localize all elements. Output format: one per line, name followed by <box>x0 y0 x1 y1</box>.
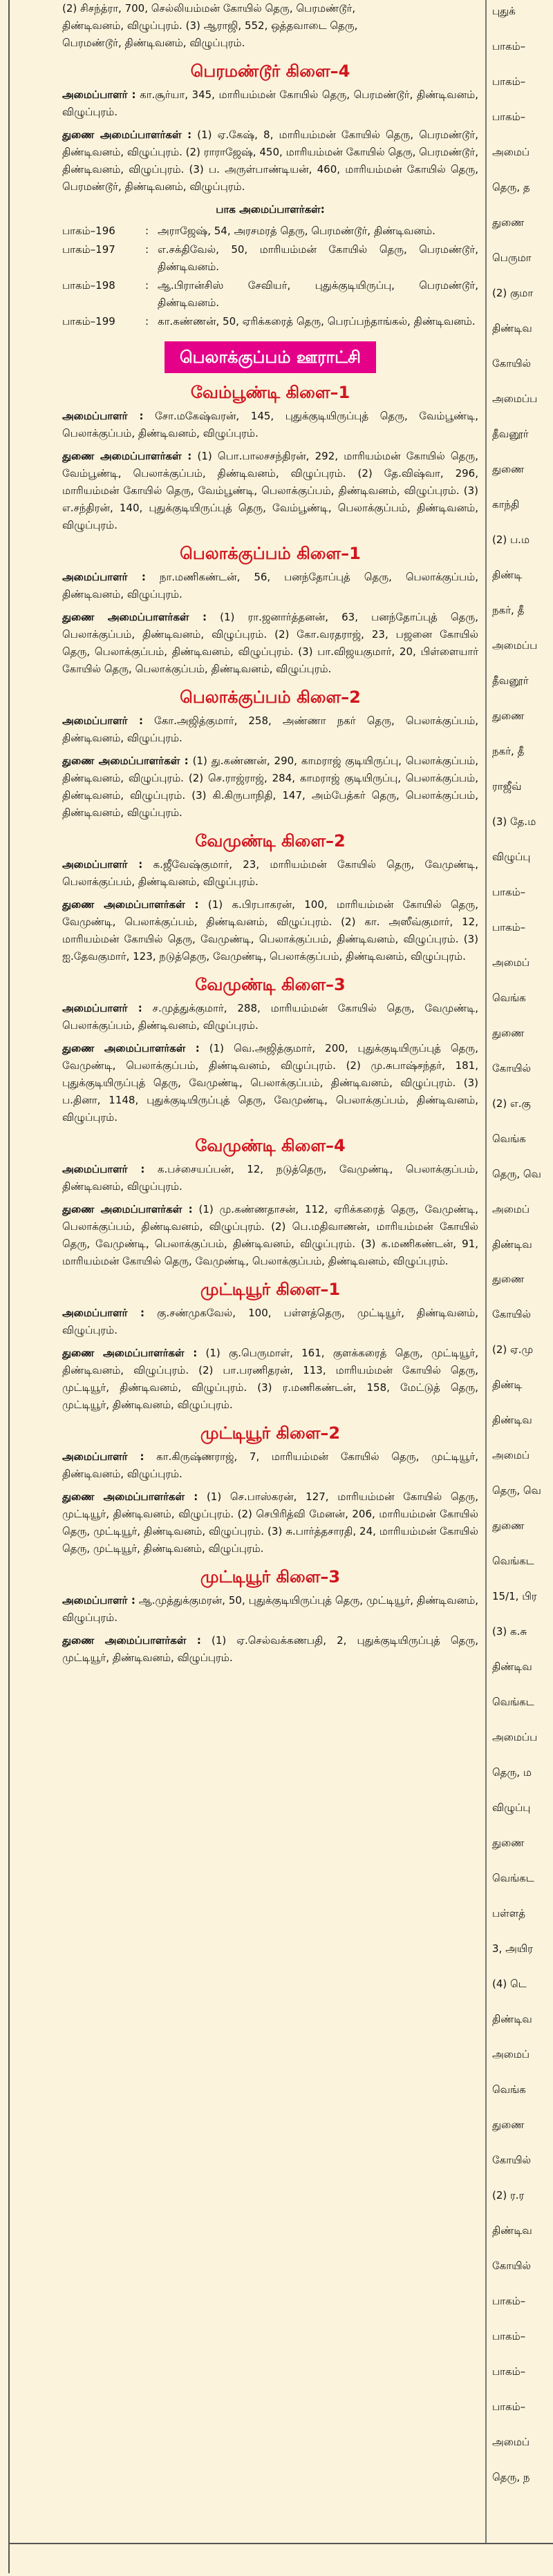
panchayat-banner: பெலாக்குப்பம் ஊராட்சி <box>165 341 376 373</box>
right-column-line: திண்டிவ <box>492 321 532 334</box>
deputy-entry <box>62 1201 478 1270</box>
deputy-label: துணை அமைப்பாளர்கள் : <box>62 1347 198 1359</box>
branch-section <box>62 828 478 965</box>
right-column-line: அமைப் <box>492 1449 530 1462</box>
deputy-label: துணை அமைப்பாளர்கள் : <box>62 755 189 767</box>
deputy-label: துணை அமைப்பாளர்கள் : <box>62 1042 200 1054</box>
deputy-text: (1) மு.கண்ணதாசன், 112, ஏரிக்கரைத் தெரு, வேமுண்டி, பெலாக்குப்பம், திண்டிவனம், விழுப்புரம். (2) பெ.மதிவாணன், மாரியம்மன் கோயில் தெரு, வேமுண்டி, பெலாக்குப்பம், திண்டிவனம், விழுப்புரம். (3) க.மணிகண்டன், 91, மாரியம்மன் கோயில் தெரு, வேமுண்டி, பெலாக்குப்பம், திண்டிவனம், விழுப்புரம். <box>62 1203 478 1267</box>
right-column-line: வெங்கட <box>492 1696 534 1709</box>
right-column-line: தீவனூர் <box>492 427 529 440</box>
right-column-line: திண்டிவ <box>492 1660 532 1674</box>
deputy-label: துணை அமைப்பாளர்கள் : <box>62 611 207 623</box>
right-column-line: காந்தி <box>492 498 520 511</box>
top-continuation <box>62 0 478 52</box>
right-column-line: பாகம்– <box>492 2400 526 2414</box>
branch-title: வேமுண்டி கிளை–4 <box>195 1136 346 1155</box>
branch-peramandur-4 <box>62 59 478 330</box>
deputy-entry <box>62 1345 478 1414</box>
right-column-line: துணை <box>492 462 525 475</box>
deputy-label: துணை அமைப்பாளர்கள் : <box>62 898 199 911</box>
right-column-line: பாகம்– <box>492 2295 526 2308</box>
branch-title: பெலாக்குப்பம் கிளை–2 <box>180 688 361 707</box>
right-column-line: தெரு, வெ <box>492 1484 541 1497</box>
right-column-line: அமைப்ப <box>492 638 538 652</box>
right-column-line: கோயில் <box>492 1061 531 1074</box>
secretary-text: நா.மணிகண்டன், 56, பனந்தோப்புத் தெரு, பெலாக்குப்பம், திண்டிவனம், விழுப்புரம். <box>62 571 478 600</box>
deputy-label: துணை அமைப்பாளர்கள் : <box>62 1490 198 1503</box>
right-column-line: (4) டெ <box>492 1978 527 1991</box>
branch-section <box>62 380 478 534</box>
deputy-entry <box>62 609 478 678</box>
deputy-text: (1) ரா.ஜனார்த்தனன், 63, பனந்தோப்புத் தெரு, பெலாக்குப்பம், திண்டிவனம், விழுப்புரம். (2) கோ.வரதராஜ், 23, பஜனை கோயில் தெரு, பெலாக்குப்பம், திண்டிவனம், விழுப்புரம். (3) பா.விஜயகுமார், 20, பிள்ளையார் கோயில் தெரு, பெலாக்குப்பம், திண்டிவனம், விழுப்புரம். <box>62 611 478 675</box>
secretary-entry <box>62 569 478 603</box>
secretary-text: ச.முத்துக்குமார், 288, மாரியம்மன் கோயில் தெரு, வேமுண்டி, பெலாக்குப்பம், திண்டிவனம், விழுப்புரம். <box>62 1002 478 1032</box>
right-column-line: பாகம்– <box>492 110 526 123</box>
branch-title: முட்டியூர் கிளை–1 <box>200 1280 341 1299</box>
branch-section <box>62 685 478 822</box>
right-column-line: அமைப் <box>492 145 530 158</box>
secretary-entry <box>62 408 478 442</box>
deputy-label: துணை அமைப்பாளர்கள் : <box>62 450 192 462</box>
booth-value: ஆ.பிரான்சிஸ் சேவியர், புதுக்குடியிருப்பு, பெரமண்டூர், திண்டிவனம். <box>158 279 478 309</box>
right-column-line: துணை <box>492 2119 525 2132</box>
deputy-text: (1) வெ.அஜித்குமார், 200, புதுக்குடியிருப்புத் தெரு, வேமுண்டி, பெலாக்குப்பம், திண்டிவனம், விழுப்புரம். (2) மு.சுபாஷ்சந்தர், 181, புதுக்குடியிருப்புத் தெரு, வேமுண்டி, பெலாக்குப்பம், திண்டிவனம், விழுப்புரம். (3) ப.தினா, 1148, புதுக்குடியிருப்புத் தெரு, வேமுண்டி, பெலாக்குப்பம், திண்டிவனம், விழுப்புரம். <box>62 1042 478 1124</box>
booth-number: பாகம்–197 <box>62 243 115 256</box>
right-column-line: தெரு, வெ <box>492 1167 541 1180</box>
deputy-entry <box>62 752 478 822</box>
secretary-text: சோ.மகேஷ்வரன், 145, புதுக்குடியிருப்புத் தெரு, வேம்பூண்டி, பெலாக்குப்பம், திண்டிவனம், விழுப்புரம். <box>62 410 478 439</box>
booth-number: பாகம்–196 <box>62 225 115 237</box>
secretary-label: அமைப்பாளர் : <box>62 858 143 871</box>
right-column-line: வெங்க <box>492 991 526 1004</box>
deputy-entry <box>62 126 478 196</box>
right-column-line: துணை <box>492 1837 525 1850</box>
secretary-label: அமைப்பாளர் : <box>62 1450 144 1463</box>
branch-list <box>62 380 478 1667</box>
column-divider <box>485 0 487 2543</box>
right-column-line: அமைப்ப <box>492 392 538 405</box>
branch-title: பெலாக்குப்பம் கிளை–1 <box>180 544 361 563</box>
right-column-line: தெரு, ந <box>492 2471 530 2483</box>
branch-title: வேமுண்டி கிளை–3 <box>195 975 346 994</box>
secretary-entry <box>62 86 478 121</box>
secretary-text: கா.கிருஷ்ணராஜ், 7, மாரியம்மன் கோயில் தெரு, முட்டியூர், திண்டிவனம், விழுப்புரம். <box>62 1450 478 1480</box>
right-column-line: பாகம்– <box>492 920 526 934</box>
right-column-line: அமைப்ப <box>492 1731 538 1744</box>
right-column-line: 15/1, பிர <box>492 1590 537 1603</box>
secretary-entry <box>62 712 478 747</box>
branch-section <box>62 972 478 1126</box>
secretary-label: அமைப்பாளர் : <box>62 1163 145 1175</box>
secretary-text: க.பச்சையப்பன், 12, நடுத்தெரு, வேமுண்டி, பெலாக்குப்பம், திண்டிவனம், விழுப்புரம். <box>62 1163 478 1193</box>
branch-section <box>62 541 478 678</box>
right-column-line: புதுக் <box>492 5 516 17</box>
right-column-line: அமைப் <box>492 2048 530 2061</box>
right-column-line: தீவனூர் <box>492 674 529 687</box>
secretary-label: அமைப்பாளர் : <box>62 410 144 422</box>
right-column-line: துணை <box>492 1273 525 1286</box>
right-column-line: நகர், தீ <box>492 744 525 757</box>
right-column-line: திண்டிவ <box>492 1238 532 1251</box>
deputy-entry <box>62 896 478 965</box>
right-column-line: பாகம்– <box>492 39 526 53</box>
booth-value: எ.சக்திவேல், 50, மாரியம்மன் கோயில் தெரு, பெரமண்டூர், திண்டிவனம். <box>158 243 478 273</box>
branch-section <box>62 1277 478 1414</box>
right-column-line: துணை <box>492 1026 525 1039</box>
bottom-rule <box>8 2543 553 2544</box>
right-column-line: (2) ப.ம <box>492 533 530 546</box>
right-column-line: கோயில் <box>492 357 531 370</box>
branch-section <box>62 1564 478 1667</box>
secretary-text: கு.சண்முகவேல், 100, பள்ளத்தெரு, முட்டியூர், திண்டிவனம், விழுப்புரம். <box>62 1307 478 1336</box>
right-column-line: பள்ளத் <box>492 1907 526 1920</box>
booth-row <box>62 241 478 276</box>
deputy-entry <box>62 1632 478 1667</box>
deputy-text: (1) பொ.பாலசசந்திரன், 292, மாரியம்மன் கோயில் தெரு, வேம்பூண்டி, பெலாக்குப்பம், திண்டிவனம், விழுப்புரம். (2) தே.விஷ்வா, 296, மாரியம்மன் கோயில் தெரு, வேம்பூண்டி, பெலாக்குப்பம், திண்டிவனம், விழுப்புரம். (3) எ.சந்திரன், 140, புதுக்குடியிருப்புத் தெரு, வேம்பூண்டி, பெலாக்குப்பம், திண்டிவனம், விழுப்புரம். <box>62 450 478 531</box>
right-column-line: நகர், தீ <box>492 603 525 616</box>
deputy-entry <box>62 1488 478 1557</box>
right-column-line: தெரு, த <box>492 180 530 193</box>
main-column <box>62 0 478 2540</box>
right-column-line: அமைப் <box>492 2436 530 2449</box>
deputy-entry <box>62 1040 478 1126</box>
branch-section <box>62 1133 478 1270</box>
secretary-label: அமைப்பாளர் : <box>62 1594 135 1607</box>
secretary-label: அமைப்பாளர் : <box>62 571 146 583</box>
top-line: பெரமண்டூர், திண்டிவனம், விழுப்புரம். <box>62 37 245 49</box>
right-column-line: பாகம்– <box>492 885 526 898</box>
right-column-line: ராஜீவ் <box>492 779 522 793</box>
right-column-line: அமைப் <box>492 1202 530 1215</box>
booth-separator: : <box>145 243 149 256</box>
right-column-line: பாகம்– <box>492 75 526 88</box>
booth-row <box>62 313 478 330</box>
right-column-line: வெங்க <box>492 2083 526 2096</box>
right-column-line: விழுப்பு <box>492 850 531 863</box>
booth-separator: : <box>145 315 149 328</box>
right-column-line: வெங்கட <box>492 1872 534 1885</box>
right-column-line: திண்டிவ <box>492 2013 532 2026</box>
top-line: திண்டிவனம், விழுப்புரம். (3) ஆராஜி, 552, ஒத்தவாடை தெரு, <box>62 19 358 32</box>
right-column-fragment <box>492 0 553 2543</box>
right-column-line: திண்டிவ <box>492 1414 532 1427</box>
right-column-line: (2) ர.ர <box>492 2189 525 2202</box>
right-column-line: திண்டி <box>492 1379 523 1392</box>
deputy-text: (1) க.பிரபாகரன், 100, மாரியம்மன் கோயில் தெரு, வேமுண்டி, பெலாக்குப்பம், திண்டிவனம், விழுப்புரம். (2) கா. அஸீவ்குமார், 12, மாரியம்மன் கோயில் தெரு, வேமுண்டி, பெலாக்குப்பம், திண்டிவனம், விழுப்புரம். (3) ஐ.தேவகுமார், 123, நடுத்தெரு, வேமுண்டி, பெலாக்குப்பம், திண்டிவனம், விழுப்புரம். <box>62 898 478 963</box>
secretary-entry <box>62 1161 478 1195</box>
right-column-line: பாகம்– <box>492 2365 526 2378</box>
left-column-rule <box>8 0 10 2573</box>
branch-title: வேம்பூண்டி கிளை–1 <box>190 383 350 402</box>
secretary-entry <box>62 1305 478 1339</box>
booth-row <box>62 277 478 312</box>
secretary-entry <box>62 1000 478 1034</box>
right-column-line: வெங்க <box>492 1132 526 1145</box>
secretary-label: அமைப்பாளர் : <box>62 88 136 101</box>
right-column-line: தெரு, ம <box>492 1766 532 1779</box>
right-column-line: திண்டிவ <box>492 2224 532 2237</box>
deputy-entry <box>62 448 478 534</box>
booth-number: பாகம்–198 <box>62 279 115 292</box>
secretary-label: அமைப்பாளர் : <box>62 714 143 727</box>
right-column-line: திண்டி <box>492 568 523 581</box>
right-column-line: (2) எ.கு <box>492 1097 531 1110</box>
secretary-text: கோ.அஜித்குமார், 258, அண்ணா நகர் தெரு, பெலாக்குப்பம், திண்டிவனம், விழுப்புரம். <box>62 714 478 744</box>
right-column-line: துணை <box>492 216 525 229</box>
secretary-entry <box>62 1592 478 1627</box>
panchayat-banner-wrap <box>62 341 478 373</box>
right-column-line: பாகம்– <box>492 2330 526 2343</box>
right-column-line: துணை <box>492 1519 525 1533</box>
deputy-label: துணை அமைப்பாளர்கள் : <box>62 129 192 141</box>
right-column-line: பெருமா <box>492 251 532 264</box>
right-column-line: கோயில் <box>492 2260 531 2273</box>
deputy-text: (1) து.கண்ணன், 290, காமராஜ் குடியிருப்பு, பெலாக்குப்பம், திண்டிவனம், விழுப்புரம். (2) செ.ராஜ்ராஜ், 284, காமராஜ் குடியிருப்பு, பெலாக்குப்பம், திண்டிவனம், விழுப்புரம். (3) கி.கிருபாநிதி, 147, அம்பேத்கர் தெரு, பெலாக்குப்பம், திண்டிவனம், விழுப்புரம். <box>62 755 478 819</box>
secretary-label: அமைப்பாளர் : <box>62 1002 142 1014</box>
deputy-label: துணை அமைப்பாளர்கள் : <box>62 1634 201 1647</box>
secretary-text: க.ஜீவேஷ்குமார், 23, மாரியம்மன் கோயில் தெரு, வேமுண்டி, பெலாக்குப்பம், திண்டிவனம், விழுப்புரம். <box>62 858 478 888</box>
secretary-entry <box>62 856 478 891</box>
secretary-text: ஆ.முத்துக்குமரன், 50, புதுக்குடியிருப்புத் தெரு, முட்டியூர், திண்டிவனம், விழுப்புரம். <box>62 1594 478 1624</box>
right-column-line: 3, அயிர <box>492 1942 533 1955</box>
booth-row <box>62 222 478 240</box>
right-column-line: கோயில் <box>492 1308 531 1321</box>
branch-title: முட்டியூர் கிளை–3 <box>200 1567 341 1587</box>
booth-value: அராஜேஷ், 54, அரசமரத் தெரு, பெரமண்டூர், திண்டிவனம். <box>158 225 435 237</box>
booth-heading: பாக அமைப்பாளர்கள்: <box>216 203 325 216</box>
right-column-line: (3) க.சு <box>492 1625 527 1638</box>
deputy-text: (1) ஏ.கேஷ், 8, மாரியம்மன் கோயில் தெரு, பெரமண்டூர், திண்டிவனம், விழுப்புரம். (2) ராராஜேஷ், 450, மாரியம்மன் கோயில் தெரு, பெரமண்டூர், திண்டிவனம், விழுப்புரம். (3) ப. அருள்பாண்டியன், 460, மாரியம்மன் கோயில் தெரு, பெரமண்டூர், திண்டிவனம், விழுப்புரம். <box>62 129 478 193</box>
right-column-line: கோயில் <box>492 2154 531 2167</box>
secretary-entry <box>62 1448 478 1483</box>
branch-title: வேமுண்டி கிளை–2 <box>195 831 346 851</box>
right-column-line: விழுப்பு <box>492 1801 531 1815</box>
booth-separator: : <box>145 225 149 237</box>
branch-section <box>62 1421 478 1557</box>
deputy-text: (1) செ.பாஸ்கரன், 127, மாரியம்மன் கோயில் தெரு, முட்டியூர், திண்டிவனம், விழுப்புரம். (2) செபிரித்வி மேனன், 206, மாரியம்மன் கோயில் தெரு, முட்டியூர், திண்டிவனம், விழுப்புரம். (3) சு.பார்த்தசாரதி, 24, மாரியம்மன் கோயில் தெரு, முட்டியூர், திண்டிவனம், விழுப்புரம். <box>62 1490 478 1555</box>
secretary-label: அமைப்பாளர் : <box>62 1307 145 1319</box>
deputy-text: (1) கு.பெருமாள், 161, குளக்கரைத் தெரு, முட்டியூர், திண்டிவனம், விழுப்புரம். (2) பா.பரணிதரன், 113, மாரியம்மன் கோயில் தெரு, முட்டியூர், திண்டிவனம், விழுப்புரம். (3) ர.மணிகண்டன், 158, மேட்டுத் தெரு, முட்டியூர், திண்டிவனம், விழுப்புரம். <box>62 1347 478 1411</box>
right-column-line: வெங்கட <box>492 1555 534 1568</box>
right-column-line: (3) தே.ம <box>492 815 536 828</box>
right-column-line: (2) குமா <box>492 286 534 299</box>
right-column-line: அமைப் <box>492 956 530 969</box>
right-column-line: துணை <box>492 709 525 722</box>
right-column-line: (2) ஏ.மு <box>492 1343 534 1356</box>
booth-value: கா.கண்ணன், 50, ஏரிக்கரைத் தெரு, பெரப்பந்தாங்கல், திண்டிவனம். <box>158 315 476 328</box>
deputy-label: துணை அமைப்பாளர்கள் : <box>62 1203 193 1215</box>
branch-title: முட்டியூர் கிளை–2 <box>200 1423 341 1443</box>
booth-separator: : <box>145 279 149 292</box>
booth-number: பாகம்–199 <box>62 315 115 328</box>
top-line: (2) சிசந்த்ரா, 700, செல்லியம்மன் கோயில் தெரு, பெரமண்டூர், <box>62 2 356 15</box>
deputy-text: (1) ஏ.செல்வக்கணபதி, 2, புதுக்குடியிருப்புத் தெரு, முட்டியூர், திண்டிவனம், விழுப்புரம். <box>62 1634 478 1664</box>
branch-title: பெரமண்டூர் கிளை–4 <box>190 61 350 81</box>
secretary-text: கா.சூர்யா, 345, மாரியம்மன் கோயில் தெரு, பெரமண்டூர், திண்டிவனம், விழுப்புரம். <box>62 88 478 118</box>
